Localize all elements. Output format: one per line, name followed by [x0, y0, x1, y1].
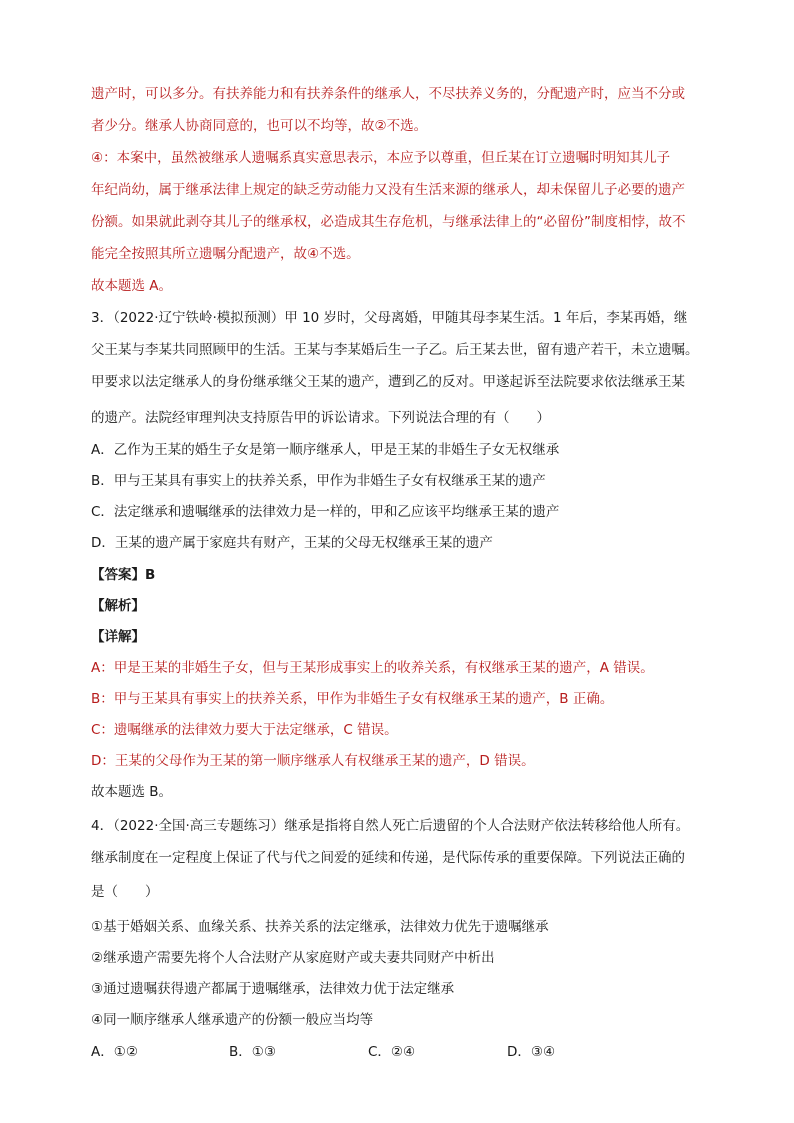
- statement-3: ③通过遗嘱获得遗产都属于遗嘱继承，法律效力优于法定继承: [91, 981, 455, 997]
- statement-1: ①基于婚姻关系、血缘关系、扶养关系的法定继承，法律效力优先于遗嘱继承: [91, 919, 549, 935]
- conclusion-line: 故本题选 A。: [91, 278, 173, 294]
- explanation-line: 份额。如果就此剥夺其儿子的继承权，必造成其生存危机，与继承法律上的“必留份”制度相悖，故不: [91, 214, 686, 230]
- option-c: C．法定继承和遗嘱继承的法律效力是一样的，甲和乙应该平均继承王某的遗产: [91, 504, 560, 520]
- statement-2: ②继承遗产需要先将个人合法财产从家庭财产或夫妻共同财产中析出: [91, 950, 495, 966]
- explanation-line: ④：本案中，虽然被继承人遗嘱系真实意思表示，本应予以尊重，但丘某在订立遗嘱时明知其儿子: [91, 150, 671, 166]
- option-d: D．王某的遗产属于家庭共有财产，王某的父母无权继承王某的遗产: [91, 535, 493, 551]
- explanation-line: 能完全按照其所立遗嘱分配遗产，故④不选。: [91, 246, 360, 262]
- option-a: A．①②: [91, 1044, 138, 1060]
- q4-options: [91, 1040, 611, 1060]
- conclusion-line: 故本题选 B。: [91, 784, 173, 800]
- question-stem-line: 的遗产。法院经审理判决支持原告甲的诉讼请求。下列说法合理的有（ ）: [91, 410, 550, 426]
- statement-4: ④同一顺序继承人继承遗产的份额一般应当均等: [91, 1012, 374, 1028]
- question-stem-line: 甲要求以法定继承人的身份继承继父王某的遗产，遭到乙的反对。甲遂起诉至法院要求依法继承王某: [91, 374, 685, 390]
- question-stem-line: 继承制度在一定程度上保证了代与代之间爱的延续和传递，是代际传承的重要保障。下列说法正确的: [91, 850, 685, 866]
- explanation-line: 遗产时，可以多分。有扶养能力和有扶养条件的继承人，不尽扶养义务的，分配遗产时，应当不分或: [91, 86, 685, 102]
- question-stem-line: 是（ ）: [91, 884, 159, 900]
- answer-label: 【答案】B: [91, 567, 156, 583]
- option-b: B．①③: [229, 1044, 276, 1060]
- option-d: D．③④: [507, 1044, 556, 1060]
- question-stem-line: 4．（2022·全国·高三专题练习）继承是指将自然人死亡后遗留的个人合法财产依法转移给他人所有。: [91, 818, 690, 834]
- option-b: B．甲与王某具有事实上的扶养关系，甲作为非婚生子女有权继承王某的遗产: [91, 473, 546, 489]
- analysis-label: 【解析】: [91, 598, 145, 614]
- explanation-line: C：遗嘱继承的法律效力要大于法定继承，C 错误。: [91, 722, 398, 738]
- explanation-line: D：王某的父母作为王某的第一顺序继承人有权继承王某的遗产，D 错误。: [91, 753, 535, 769]
- option-c: C．②④: [368, 1044, 416, 1060]
- explanation-line: B：甲与王某具有事实上的扶养关系，甲作为非婚生子女有权继承王某的遗产，B 正确。: [91, 691, 614, 707]
- question-stem-line: 父王某与李某共同照顾甲的生活。王某与李某婚后生一子乙。后王某去世，留有遗产若干，未立遗嘱。: [91, 342, 699, 358]
- question-stem-line: 3．（2022·辽宁铁岭·模拟预测）甲 10 岁时，父母离婚，甲随其母李某生活。1 年后，李某再婚，继: [91, 310, 688, 326]
- detail-label: 【详解】: [91, 629, 145, 645]
- option-a: A．乙作为王某的婚生子女是第一顺序继承人，甲是王某的非婚生子女无权继承: [91, 442, 560, 458]
- explanation-line: 者少分。继承人协商同意的，也可以不均等，故②不选。: [91, 118, 428, 134]
- explanation-line: A：甲是王某的非婚生子女，但与王某形成事实上的收养关系，有权继承王某的遗产，A 错误。: [91, 660, 654, 676]
- explanation-line: 年纪尚幼，属于继承法律上规定的缺乏劳动能力又没有生活来源的继承人，却未保留儿子必要的遗产: [91, 182, 685, 198]
